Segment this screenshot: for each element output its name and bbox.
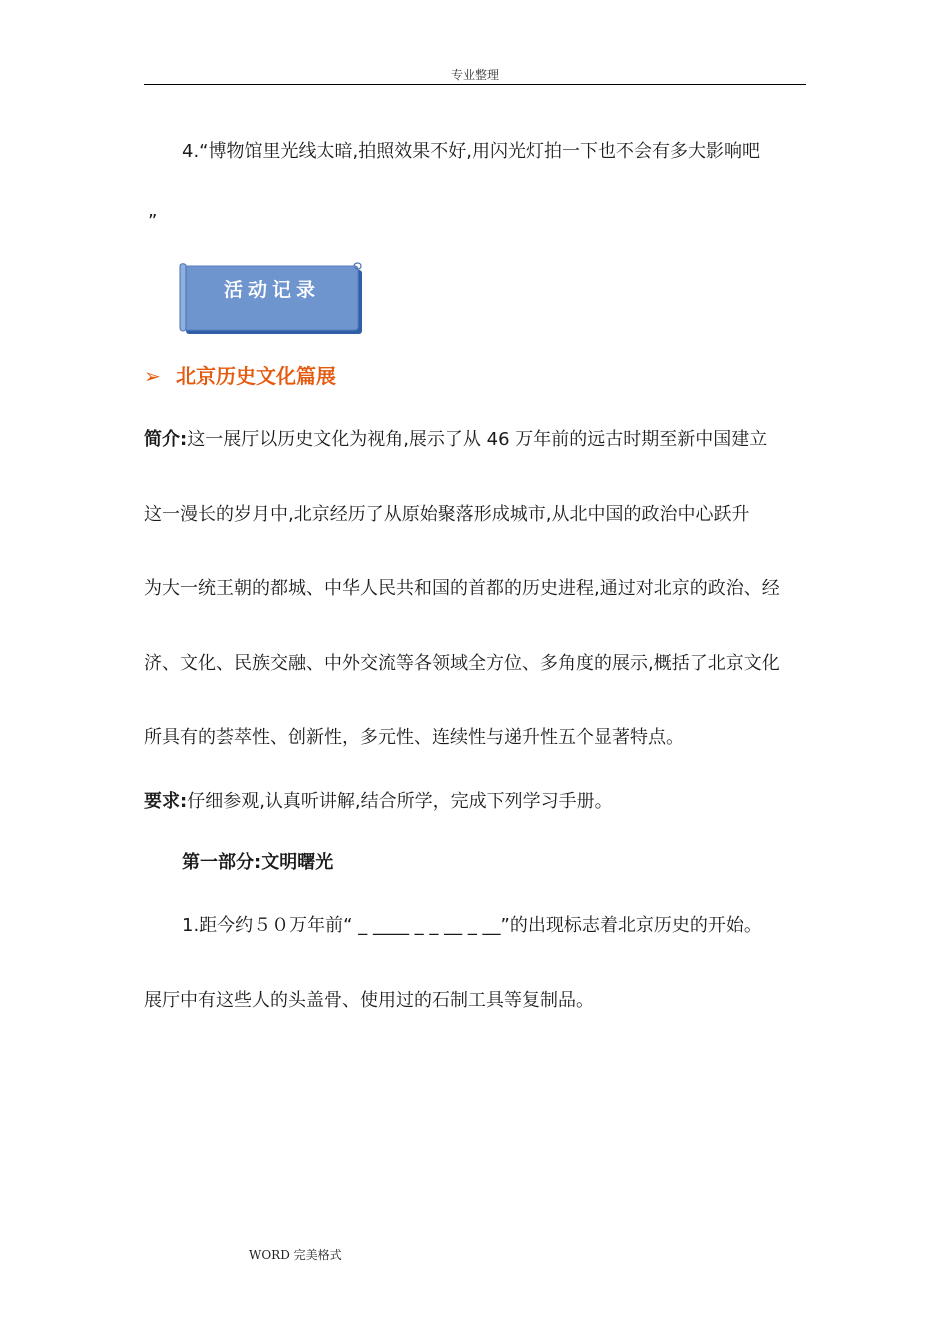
part-1-title: 第一部分:文明曙光 (182, 852, 334, 873)
requirement-label: 要求: (144, 791, 188, 812)
activity-record-banner (178, 262, 364, 336)
scroll-banner-graphic (178, 262, 364, 336)
intro-label: 简介: (144, 429, 188, 450)
intro-line-1 (144, 428, 767, 452)
header-divider (144, 84, 806, 85)
page-header: 专业整理 (450, 68, 499, 82)
question-4-line-1: 4.“博物馆里光线太暗,拍照效果不好,用闪光灯拍一下也不会有多大影响吧 (182, 141, 760, 162)
question-1-line-1: 1.距今约５０万年前“ _ ____ _ _ __ _ __”的出现标志着北京历史的开始。 (182, 915, 762, 936)
banner-label: 活动记录 (223, 279, 321, 301)
intro-line-3: 为大一统王朝的都城、中华人民共和国的首都的历史进程,通过对北京的政治、经 (144, 578, 780, 599)
arrow-bullet-icon: ➢ (144, 364, 161, 388)
question-1-line-2: 展厅中有这些人的头盖骨、使用过的石制工具等复制品。 (144, 990, 594, 1011)
intro-line-4: 济、文化、民族交融、中外交流等各领域全方位、多角度的展示,概括了北京文化 (144, 653, 780, 674)
question-4-line-2: ” (148, 211, 158, 232)
section-heading (144, 363, 336, 389)
scroll-left-curl (180, 264, 186, 331)
section-title: 北京历史文化篇展 (176, 364, 336, 388)
intro-line-5: 所具有的荟萃性、创新性，多元性、连续性与递升性五个显著特点。 (144, 727, 684, 748)
requirement-line (144, 790, 613, 814)
intro-line-2: 这一漫长的岁月中,北京经历了从原始聚落形成城市,从北中国的政治中心跃升 (144, 504, 750, 525)
requirement-text: 仔细参观,认真听讲解,结合所学，完成下列学习手册。 (187, 791, 613, 812)
intro-text-1: 这一展厅以历史文化为视角,展示了从 46 万年前的远古时期至新中国建立 (187, 429, 768, 450)
page-footer: WORD 完美格式 (249, 1248, 342, 1262)
